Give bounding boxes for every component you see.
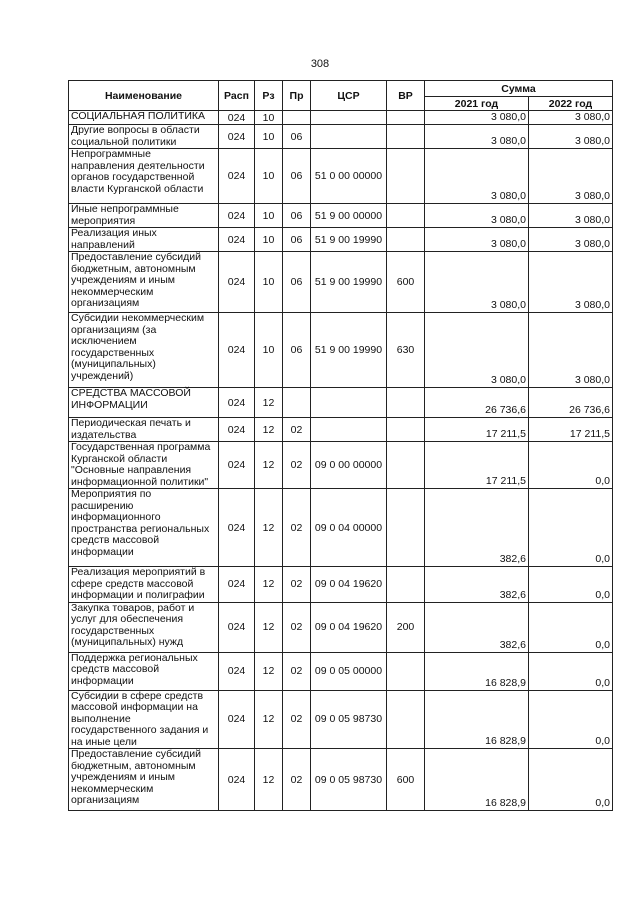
row-sum-2021: 3 080,0	[425, 313, 529, 388]
row-sum-2022: 0,0	[529, 652, 613, 690]
row-rasp: 024	[219, 228, 255, 252]
row-pr: 02	[283, 602, 311, 652]
row-sum-2021: 3 080,0	[425, 111, 529, 125]
row-sum-2021: 3 080,0	[425, 149, 529, 204]
row-vr	[387, 567, 425, 603]
row-sum-2022: 0,0	[529, 567, 613, 603]
table-row	[69, 418, 613, 442]
row-name: Предоставление субсидий бюджетным, автономным учреждениям и иным некоммерческим организациям	[69, 252, 219, 313]
row-rasp: 024	[219, 313, 255, 388]
row-sum-2022: 3 080,0	[529, 228, 613, 252]
row-rasp: 024	[219, 749, 255, 811]
row-pr: 06	[283, 125, 311, 149]
row-rasp: 024	[219, 442, 255, 489]
row-sum-2021: 382,6	[425, 489, 529, 567]
row-sum-2022: 26 736,6	[529, 388, 613, 418]
header-rz: Рз	[255, 81, 283, 111]
row-vr	[387, 388, 425, 418]
row-sum-2022: 0,0	[529, 749, 613, 811]
row-csr: 51 0 00 00000	[311, 149, 387, 204]
table-row	[69, 567, 613, 603]
row-vr	[387, 149, 425, 204]
row-sum-2022: 0,0	[529, 489, 613, 567]
row-sum-2021: 382,6	[425, 602, 529, 652]
budget-table	[68, 80, 613, 811]
row-rz: 12	[255, 418, 283, 442]
row-name: Субсидии некоммерческим организациям (за исключением государственных (муниципальных) учреждений)	[69, 313, 219, 388]
row-vr	[387, 111, 425, 125]
row-pr: 02	[283, 567, 311, 603]
row-pr	[283, 111, 311, 125]
row-csr: 09 0 04 00000	[311, 489, 387, 567]
row-name: Реализация иных направлений	[69, 228, 219, 252]
header-vr: ВР	[387, 81, 425, 111]
row-rasp: 024	[219, 125, 255, 149]
row-csr	[311, 111, 387, 125]
row-sum-2022: 3 080,0	[529, 204, 613, 228]
row-pr: 02	[283, 749, 311, 811]
row-name: Государственная программа Курганской области "Основные направления информационной политики"	[69, 442, 219, 489]
row-vr	[387, 652, 425, 690]
row-rz: 10	[255, 228, 283, 252]
header-year-2022: 2022 год	[529, 97, 613, 111]
table-row	[69, 149, 613, 204]
row-vr	[387, 125, 425, 149]
row-rz: 10	[255, 149, 283, 204]
row-name: Иные непрограммные мероприятия	[69, 204, 219, 228]
row-vr	[387, 442, 425, 489]
row-vr	[387, 228, 425, 252]
row-vr: 630	[387, 313, 425, 388]
row-pr: 06	[283, 149, 311, 204]
header-name: Наименование	[69, 81, 219, 111]
row-rz: 10	[255, 125, 283, 149]
row-pr	[283, 388, 311, 418]
row-csr	[311, 125, 387, 149]
row-name: Поддержка региональных средств массовой информации	[69, 652, 219, 690]
row-pr: 06	[283, 313, 311, 388]
row-sum-2021: 3 080,0	[425, 252, 529, 313]
row-sum-2022: 3 080,0	[529, 125, 613, 149]
row-rasp: 024	[219, 252, 255, 313]
row-csr: 09 0 05 98730	[311, 690, 387, 749]
row-vr: 600	[387, 252, 425, 313]
row-rasp: 024	[219, 418, 255, 442]
row-rz: 12	[255, 602, 283, 652]
row-sum-2021: 17 211,5	[425, 418, 529, 442]
row-rz: 10	[255, 313, 283, 388]
row-sum-2022: 0,0	[529, 602, 613, 652]
row-name: Другие вопросы в области социальной политики	[69, 125, 219, 149]
row-rz: 10	[255, 252, 283, 313]
row-csr: 09 0 05 00000	[311, 652, 387, 690]
row-csr: 51 9 00 19990	[311, 252, 387, 313]
table-row	[69, 204, 613, 228]
row-pr: 02	[283, 652, 311, 690]
row-sum-2021: 3 080,0	[425, 204, 529, 228]
row-csr	[311, 388, 387, 418]
row-rasp: 024	[219, 149, 255, 204]
table-row	[69, 652, 613, 690]
row-rasp: 024	[219, 204, 255, 228]
table-row	[69, 252, 613, 313]
row-vr	[387, 204, 425, 228]
table-row	[69, 228, 613, 252]
row-sum-2022: 3 080,0	[529, 252, 613, 313]
row-csr: 51 9 00 19990	[311, 313, 387, 388]
row-vr	[387, 690, 425, 749]
row-rz: 10	[255, 111, 283, 125]
row-rz: 12	[255, 749, 283, 811]
row-pr: 06	[283, 228, 311, 252]
row-pr: 06	[283, 204, 311, 228]
row-rz: 12	[255, 388, 283, 418]
table-row	[69, 442, 613, 489]
row-sum-2021: 16 828,9	[425, 690, 529, 749]
row-vr	[387, 418, 425, 442]
row-csr: 09 0 04 19620	[311, 567, 387, 603]
row-csr	[311, 418, 387, 442]
row-rasp: 024	[219, 111, 255, 125]
row-name: Предоставление субсидий бюджетным, автономным учреждениям и иным некоммерческим организациям	[69, 749, 219, 811]
row-rasp: 024	[219, 690, 255, 749]
row-csr: 51 9 00 00000	[311, 204, 387, 228]
row-sum-2021: 16 828,9	[425, 749, 529, 811]
row-name: Периодическая печать и издательства	[69, 418, 219, 442]
row-csr: 09 0 05 98730	[311, 749, 387, 811]
table-row	[69, 690, 613, 749]
header-rasp: Расп	[219, 81, 255, 111]
row-name: Субсидии в сфере средств массовой информации на выполнение государственного задания и на иные цели	[69, 690, 219, 749]
row-sum-2022: 0,0	[529, 442, 613, 489]
row-sum-2021: 3 080,0	[425, 125, 529, 149]
row-sum-2021: 17 211,5	[425, 442, 529, 489]
row-sum-2022: 0,0	[529, 690, 613, 749]
table-row	[69, 125, 613, 149]
row-csr: 51 9 00 19990	[311, 228, 387, 252]
header-pr: Пр	[283, 81, 311, 111]
row-vr	[387, 489, 425, 567]
row-rasp: 024	[219, 388, 255, 418]
row-rz: 12	[255, 652, 283, 690]
row-rz: 10	[255, 204, 283, 228]
table-row	[69, 602, 613, 652]
header-year-2021: 2021 год	[425, 97, 529, 111]
row-name: Мероприятия по расширению информационного пространства региональных средств массовой информации	[69, 489, 219, 567]
row-rasp: 024	[219, 652, 255, 690]
row-vr: 200	[387, 602, 425, 652]
table-row	[69, 313, 613, 388]
row-name: СОЦИАЛЬНАЯ ПОЛИТИКА	[69, 111, 219, 125]
row-pr: 02	[283, 690, 311, 749]
row-rasp: 024	[219, 489, 255, 567]
row-sum-2022: 3 080,0	[529, 111, 613, 125]
row-rz: 12	[255, 567, 283, 603]
row-name: СРЕДСТВА МАССОВОЙ ИНФОРМАЦИИ	[69, 388, 219, 418]
row-pr: 06	[283, 252, 311, 313]
row-sum-2022: 3 080,0	[529, 149, 613, 204]
table-row	[69, 111, 613, 125]
header-sum: Сумма	[425, 81, 613, 97]
table-row	[69, 749, 613, 811]
row-sum-2022: 3 080,0	[529, 313, 613, 388]
row-sum-2022: 17 211,5	[529, 418, 613, 442]
row-csr: 09 0 04 19620	[311, 602, 387, 652]
row-vr: 600	[387, 749, 425, 811]
row-sum-2021: 16 828,9	[425, 652, 529, 690]
row-pr: 02	[283, 442, 311, 489]
row-name: Реализация мероприятий в сфере средств массовой информации и полиграфии	[69, 567, 219, 603]
table-row	[69, 388, 613, 418]
row-sum-2021: 3 080,0	[425, 228, 529, 252]
row-rasp: 024	[219, 602, 255, 652]
row-name: Закупка товаров, работ и услуг для обеспечения государственных (муниципальных) нужд	[69, 602, 219, 652]
row-name: Непрограммные направления деятельности органов государственной власти Курганской области	[69, 149, 219, 204]
row-pr: 02	[283, 489, 311, 567]
row-rz: 12	[255, 690, 283, 749]
row-rasp: 024	[219, 567, 255, 603]
table-row	[69, 489, 613, 567]
page-number: 308	[310, 58, 330, 70]
row-pr: 02	[283, 418, 311, 442]
row-sum-2021: 26 736,6	[425, 388, 529, 418]
row-rz: 12	[255, 489, 283, 567]
row-rz: 12	[255, 442, 283, 489]
row-sum-2021: 382,6	[425, 567, 529, 603]
header-csr: ЦСР	[311, 81, 387, 111]
row-csr: 09 0 00 00000	[311, 442, 387, 489]
